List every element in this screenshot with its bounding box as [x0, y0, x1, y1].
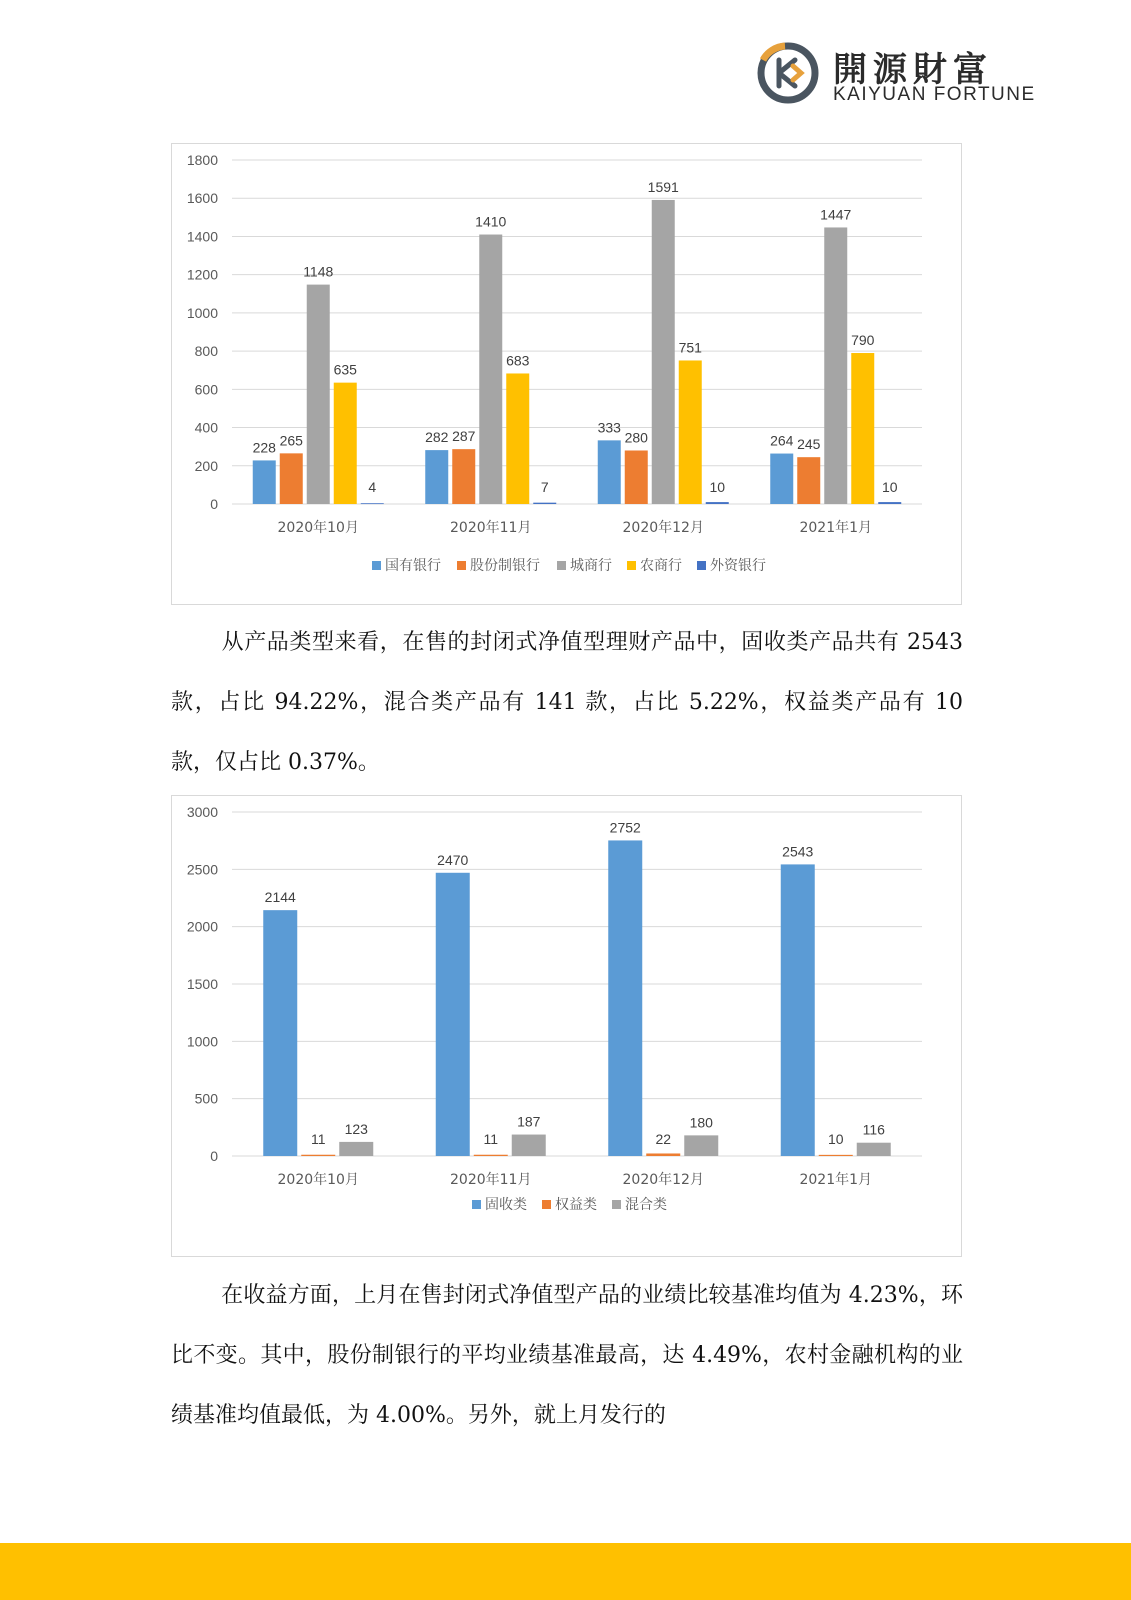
data-label: 333	[597, 419, 621, 436]
data-label: 123	[344, 1120, 368, 1137]
legend-swatch	[457, 561, 466, 570]
y-tick-label: 0	[210, 496, 218, 512]
bar	[797, 457, 820, 504]
data-label: 228	[252, 439, 276, 456]
legend-label: 农商行	[640, 558, 682, 574]
bar	[425, 450, 448, 504]
data-label: 2144	[264, 889, 296, 906]
product-type-bar-chart	[171, 795, 962, 1257]
product-type-chart-svg	[172, 796, 961, 1256]
legend-swatch	[372, 561, 381, 570]
bar	[679, 360, 702, 504]
bar	[361, 503, 384, 504]
y-tick-label: 0	[210, 1148, 218, 1164]
data-label: 180	[689, 1114, 713, 1131]
data-label: 22	[655, 1131, 672, 1147]
y-tick-label: 1400	[186, 228, 218, 245]
bar	[307, 285, 330, 504]
y-tick-label: 2000	[186, 918, 218, 935]
x-tick-label: 2020年11月	[450, 520, 532, 536]
data-label: 280	[624, 429, 648, 446]
bar	[533, 503, 556, 504]
x-tick-label: 2020年10月	[277, 520, 359, 536]
data-label: 790	[851, 332, 875, 349]
legend-label: 固收类	[485, 1197, 527, 1213]
x-tick-label: 2020年11月	[450, 1172, 532, 1188]
bar	[253, 460, 276, 504]
x-tick-label: 2020年10月	[277, 1172, 359, 1188]
data-label: 2470	[437, 851, 469, 868]
x-tick-label: 2020年12月	[622, 520, 704, 536]
y-tick-label: 2500	[186, 861, 218, 878]
legend-label: 国有银行	[385, 558, 441, 574]
legend-label: 股份制银行	[470, 558, 540, 574]
logo-text-cn: 開源財富	[833, 50, 993, 90]
legend-label: 城商行	[570, 558, 612, 574]
data-label: 1410	[475, 213, 507, 230]
legend-swatch	[557, 561, 566, 570]
bar	[684, 1135, 718, 1156]
bar	[608, 840, 642, 1156]
data-label: 11	[483, 1131, 499, 1147]
data-label: 116	[862, 1121, 885, 1138]
y-tick-label: 1000	[186, 304, 218, 321]
yield-text: 在收益方面，上月在售封闭式净值型产品的业绩比较基准均值为 4.23%，环比不变。其中，股份制银行的平均业绩基准最高，达 4.49%，农村金融机构的业绩基准均值最低，为 4.00%。另外，就上月发行的	[171, 1283, 963, 1428]
y-tick-label: 1000	[186, 1033, 218, 1050]
y-tick-label: 600	[194, 381, 218, 398]
logo-mark-icon	[755, 40, 821, 106]
bar	[646, 1153, 680, 1156]
data-label: 2543	[782, 843, 814, 860]
data-label: 7	[540, 479, 549, 495]
legend-swatch	[612, 1200, 621, 1209]
legend-label: 权益类	[555, 1197, 597, 1213]
x-tick-label: 2020年12月	[622, 1172, 704, 1188]
data-label: 683	[506, 352, 530, 369]
bar	[878, 502, 901, 504]
bar	[436, 873, 470, 1156]
data-label: 10	[709, 479, 726, 495]
bar	[598, 440, 621, 504]
data-label: 2752	[609, 819, 641, 836]
y-tick-label: 500	[194, 1090, 218, 1107]
bar	[819, 1155, 853, 1156]
bank-type-chart-svg	[172, 144, 961, 604]
y-tick-label: 1200	[186, 266, 218, 283]
bar	[280, 453, 303, 504]
x-tick-label: 2021年1月	[799, 520, 873, 536]
y-tick-label: 1800	[186, 152, 218, 168]
legend-label: 外资银行	[710, 558, 766, 574]
x-tick-label: 2021年1月	[799, 1172, 873, 1188]
data-label: 635	[333, 361, 357, 378]
data-label: 4	[368, 479, 377, 495]
bar	[263, 910, 297, 1156]
bar	[851, 353, 874, 504]
y-tick-label: 1500	[186, 976, 218, 992]
data-label: 287	[452, 428, 476, 445]
bar	[506, 373, 529, 504]
bar	[824, 227, 847, 504]
bar	[706, 502, 729, 504]
data-label: 1447	[820, 206, 852, 223]
footer-bar	[0, 1543, 1131, 1600]
legend-swatch	[697, 561, 706, 570]
logo-text-en: KAIYUAN FORTUNE	[833, 84, 1036, 105]
bar	[770, 454, 793, 504]
company-logo	[755, 40, 1055, 110]
bar	[479, 235, 502, 504]
y-tick-label: 400	[194, 419, 218, 436]
product-type-text: 从产品类型来看，在售的封闭式净值型理财产品中，固收类产品共有 2543 款，占比 94.22%，混合类产品有 141 款，占比 5.22%，权益类产品有 10 款，仅占比 0.37%。	[171, 630, 963, 775]
legend-swatch	[627, 561, 636, 570]
legend-swatch	[542, 1200, 551, 1209]
y-tick-label: 200	[194, 457, 218, 474]
data-label: 751	[678, 339, 702, 356]
legend-swatch	[472, 1200, 481, 1209]
data-label: 11	[310, 1131, 326, 1147]
bar	[512, 1135, 546, 1156]
data-label: 1148	[303, 263, 334, 280]
bar	[339, 1142, 373, 1156]
data-label: 1591	[647, 178, 679, 195]
yield-paragraph	[171, 1266, 963, 1446]
bar	[301, 1155, 335, 1156]
y-tick-label: 800	[194, 343, 218, 360]
data-label: 187	[517, 1113, 541, 1130]
bar	[625, 450, 648, 504]
bar	[452, 449, 475, 504]
data-label: 264	[770, 432, 794, 449]
data-label: 282	[425, 429, 449, 446]
product-type-paragraph	[171, 613, 963, 793]
bar	[474, 1155, 508, 1156]
bank-type-bar-chart	[171, 143, 962, 605]
data-label: 265	[279, 432, 303, 449]
data-label: 10	[827, 1131, 844, 1147]
legend-label: 混合类	[625, 1197, 667, 1213]
y-tick-label: 1600	[186, 190, 218, 207]
data-label: 10	[881, 479, 898, 495]
y-tick-label: 3000	[186, 804, 218, 820]
bar	[857, 1143, 891, 1156]
bar	[781, 864, 815, 1156]
bar	[652, 200, 675, 504]
bar	[334, 383, 357, 504]
data-label: 245	[797, 436, 821, 453]
